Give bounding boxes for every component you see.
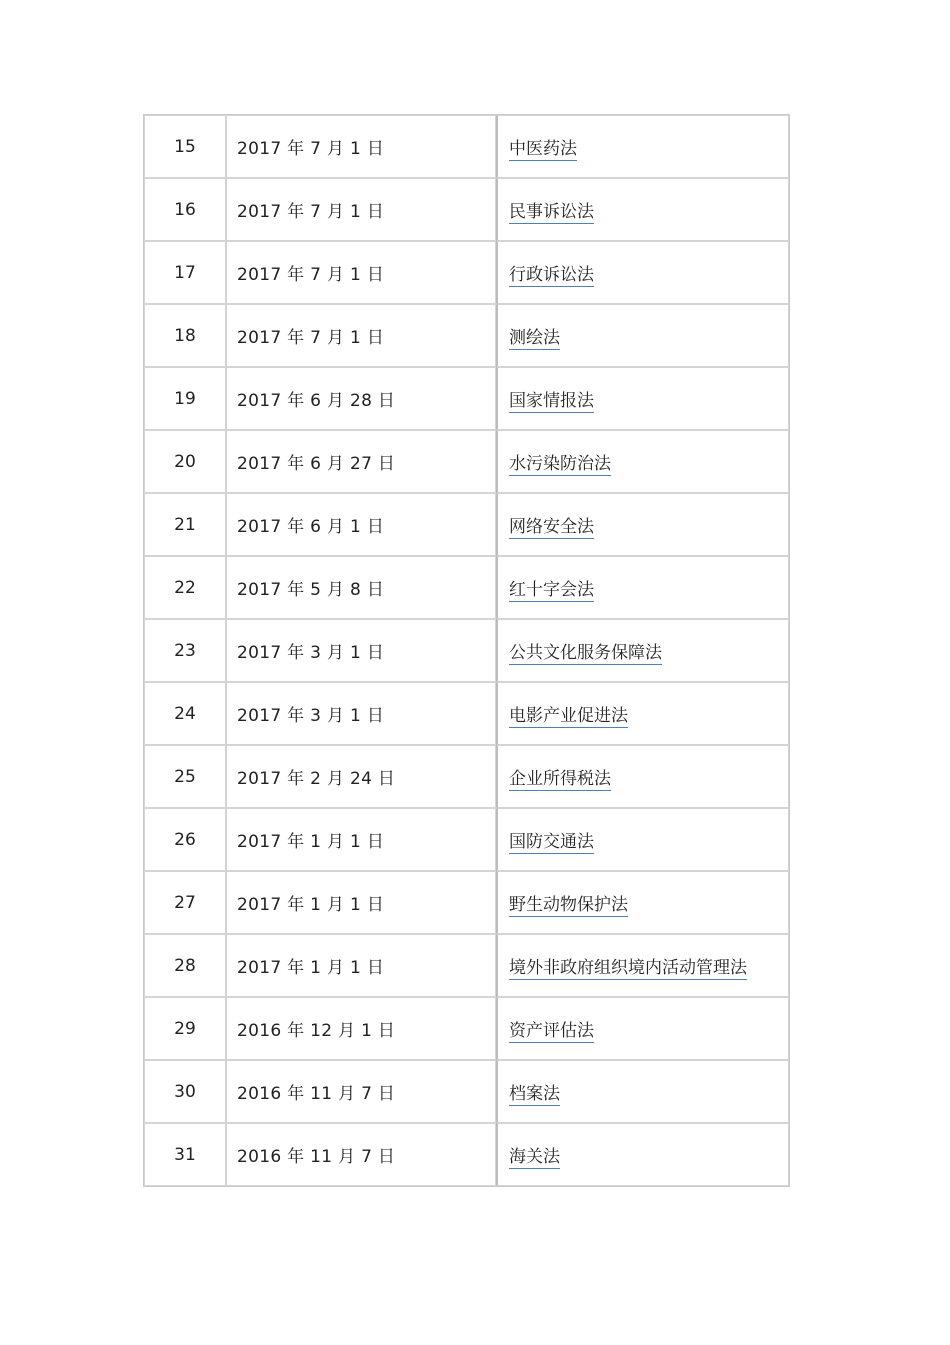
law-name-cell — [496, 745, 789, 808]
law-name-link[interactable]: 红十字会法 — [509, 580, 594, 600]
law-name-cell — [496, 178, 789, 241]
table-row — [144, 367, 789, 430]
effective-date-text: 2017 年 1 月 1 日 — [237, 958, 385, 978]
law-name-cell — [496, 871, 789, 934]
row-number: 20 — [144, 430, 226, 493]
table-row — [144, 115, 789, 178]
row-number: 27 — [144, 871, 226, 934]
table-row — [144, 682, 789, 745]
law-name-link[interactable]: 电影产业促进法 — [509, 706, 628, 726]
law-name-cell — [496, 493, 789, 556]
effective-date — [226, 304, 496, 367]
table-row — [144, 808, 789, 871]
law-name-cell — [496, 115, 789, 178]
law-name-cell — [496, 619, 789, 682]
effective-date-text: 2017 年 6 月 1 日 — [237, 517, 385, 537]
effective-date — [226, 871, 496, 934]
law-effective-date-table — [143, 114, 790, 1187]
row-number: 26 — [144, 808, 226, 871]
row-number: 16 — [144, 178, 226, 241]
effective-date — [226, 556, 496, 619]
law-name-cell — [496, 1123, 789, 1186]
row-number: 24 — [144, 682, 226, 745]
law-name-link[interactable]: 民事诉讼法 — [509, 202, 594, 222]
row-number: 18 — [144, 304, 226, 367]
law-name-link[interactable]: 测绘法 — [509, 328, 560, 348]
row-number: 31 — [144, 1123, 226, 1186]
law-name-cell — [496, 241, 789, 304]
effective-date — [226, 241, 496, 304]
effective-date-text: 2017 年 7 月 1 日 — [237, 265, 385, 285]
row-number: 22 — [144, 556, 226, 619]
row-number: 23 — [144, 619, 226, 682]
law-name-link[interactable]: 海关法 — [509, 1147, 560, 1167]
effective-date-text: 2017 年 6 月 27 日 — [237, 454, 396, 474]
row-number: 25 — [144, 745, 226, 808]
table-row — [144, 1123, 789, 1186]
law-name-link[interactable]: 野生动物保护法 — [509, 895, 628, 915]
law-name-link[interactable]: 国防交通法 — [509, 832, 594, 852]
effective-date — [226, 934, 496, 997]
effective-date-text: 2017 年 7 月 1 日 — [237, 139, 385, 159]
effective-date — [226, 1060, 496, 1123]
law-name-cell — [496, 934, 789, 997]
effective-date — [226, 367, 496, 430]
effective-date-text: 2017 年 6 月 28 日 — [237, 391, 396, 411]
effective-date-text: 2017 年 3 月 1 日 — [237, 706, 385, 726]
law-name-link[interactable]: 企业所得税法 — [509, 769, 611, 789]
table-row — [144, 619, 789, 682]
row-number: 30 — [144, 1060, 226, 1123]
effective-date-text: 2017 年 1 月 1 日 — [237, 895, 385, 915]
law-name-link[interactable]: 中医药法 — [509, 139, 577, 159]
row-number: 19 — [144, 367, 226, 430]
effective-date — [226, 682, 496, 745]
effective-date-text: 2017 年 2 月 24 日 — [237, 769, 396, 789]
effective-date — [226, 430, 496, 493]
row-number: 21 — [144, 493, 226, 556]
law-name-link[interactable]: 档案法 — [509, 1084, 560, 1104]
law-name-link[interactable]: 国家情报法 — [509, 391, 594, 411]
law-name-cell — [496, 556, 789, 619]
law-name-cell — [496, 1060, 789, 1123]
effective-date-text: 2016 年 12 月 1 日 — [237, 1021, 396, 1041]
law-name-link[interactable]: 公共文化服务保障法 — [509, 643, 662, 663]
effective-date — [226, 1123, 496, 1186]
effective-date-text: 2017 年 7 月 1 日 — [237, 202, 385, 222]
table-row — [144, 1060, 789, 1123]
row-number: 17 — [144, 241, 226, 304]
law-name-cell — [496, 430, 789, 493]
table-row — [144, 997, 789, 1060]
effective-date-text: 2017 年 7 月 1 日 — [237, 328, 385, 348]
effective-date — [226, 178, 496, 241]
effective-date-text: 2017 年 5 月 8 日 — [237, 580, 385, 600]
table-row — [144, 871, 789, 934]
effective-date-text: 2016 年 11 月 7 日 — [237, 1147, 396, 1167]
effective-date — [226, 745, 496, 808]
table-row — [144, 745, 789, 808]
law-name-cell — [496, 682, 789, 745]
table-row — [144, 934, 789, 997]
effective-date-text: 2017 年 3 月 1 日 — [237, 643, 385, 663]
effective-date — [226, 619, 496, 682]
table-row — [144, 493, 789, 556]
table-row — [144, 178, 789, 241]
table-row — [144, 556, 789, 619]
law-name-link[interactable]: 行政诉讼法 — [509, 265, 594, 285]
effective-date — [226, 997, 496, 1060]
law-name-cell — [496, 304, 789, 367]
law-name-cell — [496, 367, 789, 430]
law-name-cell — [496, 808, 789, 871]
table-row — [144, 304, 789, 367]
table-body — [144, 115, 789, 1186]
effective-date — [226, 493, 496, 556]
law-name-link[interactable]: 境外非政府组织境内活动管理法 — [509, 958, 747, 978]
effective-date-text: 2016 年 11 月 7 日 — [237, 1084, 396, 1104]
effective-date — [226, 808, 496, 871]
law-name-link[interactable]: 网络安全法 — [509, 517, 594, 537]
row-number: 15 — [144, 115, 226, 178]
law-name-cell — [496, 997, 789, 1060]
law-name-link[interactable]: 水污染防治法 — [509, 454, 611, 474]
effective-date — [226, 115, 496, 178]
row-number: 29 — [144, 997, 226, 1060]
table-row — [144, 430, 789, 493]
law-name-link[interactable]: 资产评估法 — [509, 1021, 594, 1041]
effective-date-text: 2017 年 1 月 1 日 — [237, 832, 385, 852]
row-number: 28 — [144, 934, 226, 997]
table-row — [144, 241, 789, 304]
